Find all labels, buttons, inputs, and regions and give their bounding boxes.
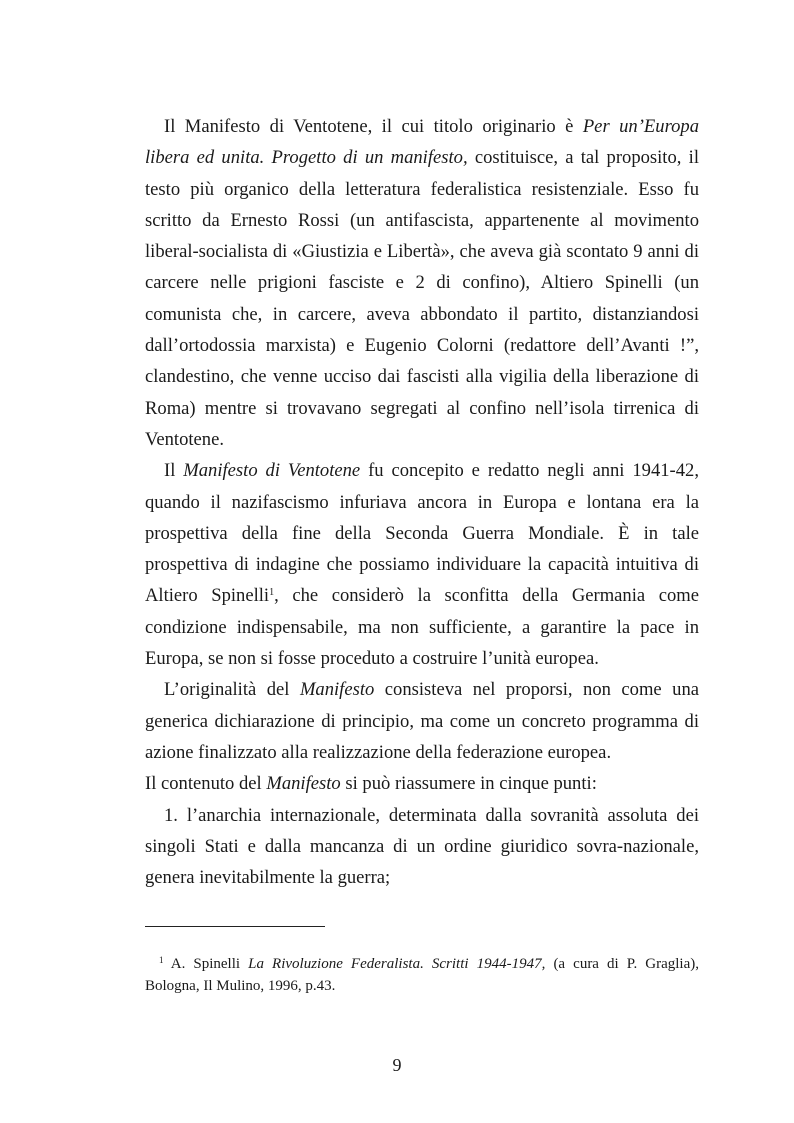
footnote-separator <box>145 926 325 927</box>
manifesto-title: Manifesto di Ventotene <box>183 460 361 482</box>
paragraph: Il Manifesto di Ventotene, il cui titolo originario è Per un’Europa libera ed unita. Progetto di un manifesto, costituisce, a tal proposito, il testo più organico della letteratura federalistica resistenziale. Esso fu scritto da Ernesto Rossi (un antifascista, appartenente al movimento liberal-socialista di «Giustizia e Libertà», che aveva già scontato 9 anni di carcere nelle prigioni fasciste e 2 di confino), Altiero Spinelli (un comunista che, in carcere, aveva abbondato il partito, distanziandosi dall’ortodossia marxista) e Eugenio Colorni (redattore dell’Avanti !”, clandestino, che venne ucciso dai fascisti alla vigilia della liberazione di Roma) mentre si trovavano segregati al confino nell’isola tirrenica di Ventotene. <box>145 116 700 450</box>
footnote-text: $^1$ A. Spinelli La Rivoluzione Federalista. Scritti 1944-1947, (a cura di P. Graglia), Bologna, Il Mulino, 1996, p.43. <box>145 955 699 994</box>
footnote-book-title: La Rivoluzione Federalista. Scritti 1944-1947, <box>248 956 546 972</box>
paragraph: Il contenuto del Manifesto si può riassumere in cinque punti: <box>145 773 597 795</box>
list-item: 1. l’anarchia internazionale, determinata dalla sovranità assoluta dei singoli Stati e dalla mancanza di un ordine giuridico sovra-nazionale, genera inevitabilmente la guerra; <box>145 804 699 889</box>
paragraph: Il Manifesto di Ventotene fu concepito e redatto negli anni 1941-42, quando il nazifascismo infuriava ancora in Europa e lontana era la prospettiva della fine della Seconda Guerra Mondiale. È in tale prospettiva di indagine che possiamo individuare la capacità intuitiva di Altiero Spinelli$^1$, che considerò la sconfitta della Germania come condizione indispensabile, ma non sufficiente, a garantire la pace in Europa, se non si fosse proceduto a costruire l’unità europea. <box>145 460 699 670</box>
manifesto-title: Manifesto <box>266 773 341 795</box>
manifesto-title: Manifesto <box>299 679 375 701</box>
footnote <box>145 953 699 997</box>
footnote-reference: 1 <box>269 587 275 599</box>
body-text <box>145 111 699 893</box>
page-number: 9 <box>392 1055 402 1075</box>
manifesto-title: Per un’Europa libera ed unita. Progetto di un manifesto, <box>145 116 700 169</box>
paragraph: L’originalità del Manifesto consisteva nel proporsi, non come una generica dichiarazione di principio, ma come un concreto programma di azione finalizzato alla realizzazione della federazione europea. <box>145 679 699 763</box>
footnote-number: 1 <box>159 955 164 965</box>
